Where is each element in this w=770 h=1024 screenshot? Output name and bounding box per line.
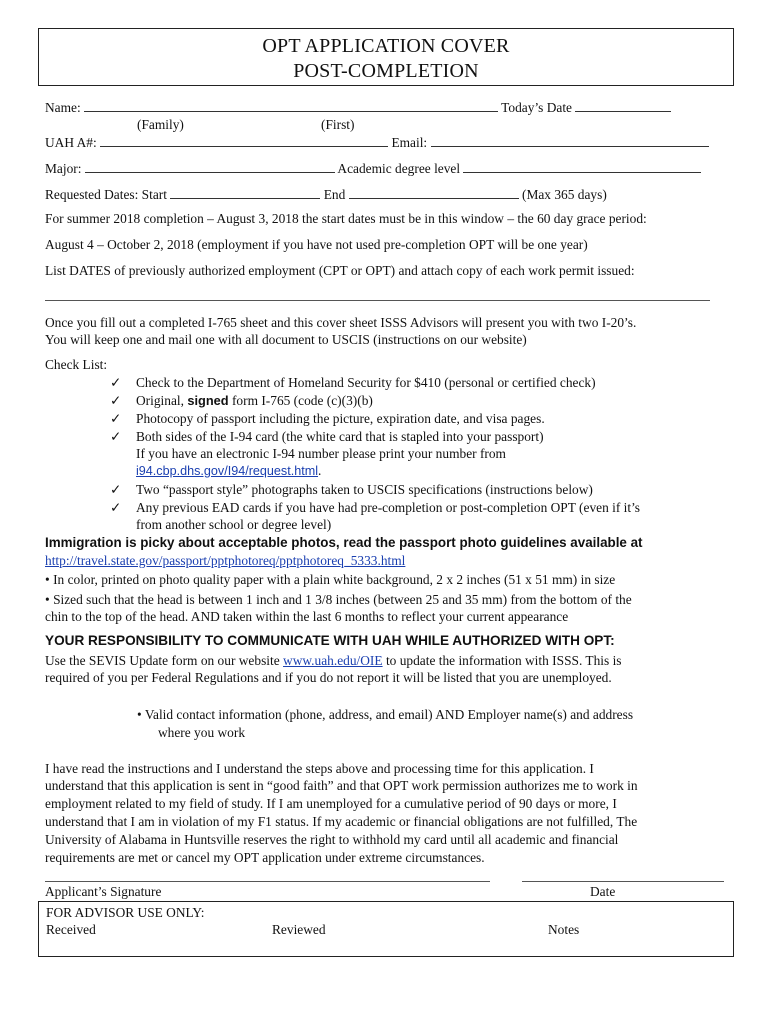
end-label: End	[323, 187, 346, 202]
photo-bullet-2-line2: chin to the top of the head. AND taken within the last 6 months to reflect your current appearance	[45, 609, 569, 624]
uah-label: UAH A#:	[45, 135, 97, 150]
advisor-notes-label: Notes	[548, 922, 580, 937]
statement-line-3: employment related to my field of study. If I am unemployed for a cumulative period of 90 days or more, I	[45, 796, 617, 811]
contact-bullet-line2: where you work	[158, 725, 246, 740]
todays-date-field[interactable]	[575, 99, 671, 112]
bullet-icon: •	[45, 572, 50, 587]
sevis-line-1	[45, 653, 622, 669]
advisor-title: FOR ADVISOR USE ONLY:	[46, 905, 205, 920]
statement-line-2: understand that this application is sent in “good faith” and that OPT work permission authorizes me to work in	[45, 778, 638, 793]
signed-text: signed	[187, 393, 229, 408]
end-date-field[interactable]	[349, 186, 519, 199]
responsibility-heading: YOUR RESPONSIBILITY TO COMMUNICATE WITH UAH WHILE AUTHORIZED WITH OPT:	[45, 633, 615, 648]
name-label: Name:	[45, 100, 81, 115]
applicant-signature-label: Applicant’s Signature	[45, 884, 162, 899]
statement-line-5: University of Alabama in Huntsville reserves the right to withhold my card until all academic and financial	[45, 832, 619, 847]
uah-email-row	[45, 134, 709, 151]
photo-heading: Immigration is picky about acceptable photos, read the passport photo guidelines available at	[45, 535, 643, 550]
requested-start-label: Requested Dates: Start	[45, 187, 167, 202]
email-field[interactable]	[431, 134, 709, 147]
requested-dates-row	[45, 186, 607, 203]
advisor-reviewed-label: Reviewed	[272, 922, 326, 937]
photo-link-row	[45, 553, 405, 569]
checkmark-icon: ✓	[110, 482, 122, 497]
checklist-item-i94: Both sides of the I-94 card (the white card that is stapled into your passport)	[136, 429, 544, 444]
checklist-item-form	[136, 393, 373, 409]
august-line: August 4 – October 2, 2018 (employment if you have not used pre-completion OPT will be one year)	[45, 237, 588, 252]
checkmark-icon: ✓	[110, 393, 122, 408]
sevis-line-2: required of you per Federal Regulations and if you do not report it will be listed that you are unemployed.	[45, 670, 612, 685]
oie-link[interactable]: www.uah.edu/OIE	[283, 653, 383, 668]
signature-date-label: Date	[590, 884, 616, 899]
title-box	[38, 28, 734, 86]
checklist-item-photos: Two “passport style” photographs taken to USCIS specifications (instructions below)	[136, 482, 593, 497]
bullet-icon: •	[45, 592, 50, 607]
max-days-label: (Max 365 days)	[522, 187, 607, 202]
photo-bullet-1	[45, 572, 615, 588]
name-field[interactable]	[84, 99, 498, 112]
title-line-2: POST-COMPLETION	[293, 60, 479, 82]
email-label: Email:	[391, 135, 428, 150]
signature-field[interactable]	[45, 881, 490, 882]
statement-line-4: understand that I am in violation of my F1 status. If my academic or financial obligations are not fulfilled, The	[45, 814, 638, 829]
checkmark-icon: ✓	[110, 375, 122, 390]
statement-line-1: I have read the instructions and I understand the steps above and processing time for this application. I	[45, 761, 594, 776]
major-field[interactable]	[85, 160, 335, 173]
first-label: (First)	[321, 117, 355, 132]
photo-bullet-2-text: Sized such that the head is between 1 inch and 1 3/8 inches (between 25 and 35 mm) from the bottom of the	[53, 592, 632, 607]
photo-bullet-2	[45, 592, 632, 608]
list-dates-line: List DATES of previously authorized employment (CPT or OPT) and attach copy of each work permit issued:	[45, 263, 635, 278]
form-post-text: form I-765 (code (c)(3)(b)	[231, 393, 373, 408]
uah-field[interactable]	[100, 134, 388, 147]
checklist-item-ead: Any previous EAD cards if you have had pre-completion or post-completion OPT (even if it’s	[136, 500, 641, 515]
summer-line: For summer 2018 completion – August 3, 2018 the start dates must be in this window – the 60 day grace period:	[45, 211, 647, 226]
checkmark-icon: ✓	[110, 500, 122, 515]
photo-bullet-1-text: In color, printed on photo quality paper with a plain white background, 2 x 2 inches (51 x 51 mm) in size	[53, 572, 616, 587]
contact-bullet	[137, 707, 633, 723]
checkmark-icon: ✓	[110, 429, 122, 444]
checklist-item-ead-line2: from another school or degree level)	[136, 517, 332, 532]
advisor-box	[38, 901, 734, 957]
i94-link-row	[136, 463, 321, 479]
sevis-pre-text: Use the SEVIS Update form on our website	[45, 653, 280, 668]
title-line-1: OPT APPLICATION COVER	[262, 35, 510, 57]
family-label: (Family)	[137, 117, 184, 132]
i94-link[interactable]: i94.cbp.dhs.gov/I94/request.html	[136, 464, 319, 478]
checklist-label: Check List:	[45, 357, 108, 372]
sevis-post-text: to update the information with ISSS. This is	[385, 653, 622, 668]
checklist-item-passport: Photocopy of passport including the picture, expiration date, and visa pages.	[136, 411, 545, 426]
advisor-received-label: Received	[46, 922, 96, 937]
checklist-item-i94-line2: If you have an electronic I-94 number please print your number from	[136, 446, 506, 461]
checkmark-icon: ✓	[110, 411, 122, 426]
once-line-2: You will keep one and mail one with all document to USCIS (instructions on our website)	[45, 332, 527, 347]
degree-label: Academic degree level	[337, 161, 461, 176]
statement-line-6: requirements are met or cancel my OPT application under extreme circumstances.	[45, 850, 485, 865]
major-row	[45, 160, 701, 177]
form-pre-text: Original,	[136, 393, 184, 408]
signature-date-field[interactable]	[522, 881, 724, 882]
todays-date-label: Today’s Date	[501, 100, 573, 115]
checklist-item-fee: Check to the Department of Homeland Security for $410 (personal or certified check)	[136, 375, 596, 390]
once-line-1: Once you fill out a completed I-765 sheet and this cover sheet ISSS Advisors will present you with two I-20’s.	[45, 315, 637, 330]
prior-employment-field[interactable]	[45, 300, 710, 301]
passport-photo-link[interactable]: http://travel.state.gov/passport/pptphotoreq/pptphotoreq_5333.html	[45, 553, 406, 568]
contact-bullet-text: Valid contact information (phone, address, and email) AND Employer name(s) and address	[144, 707, 634, 722]
start-date-field[interactable]	[170, 186, 320, 199]
name-row	[45, 99, 671, 116]
i94-period: .	[318, 463, 322, 478]
major-label: Major:	[45, 161, 82, 176]
bullet-icon: •	[137, 707, 142, 722]
degree-field[interactable]	[463, 160, 701, 173]
